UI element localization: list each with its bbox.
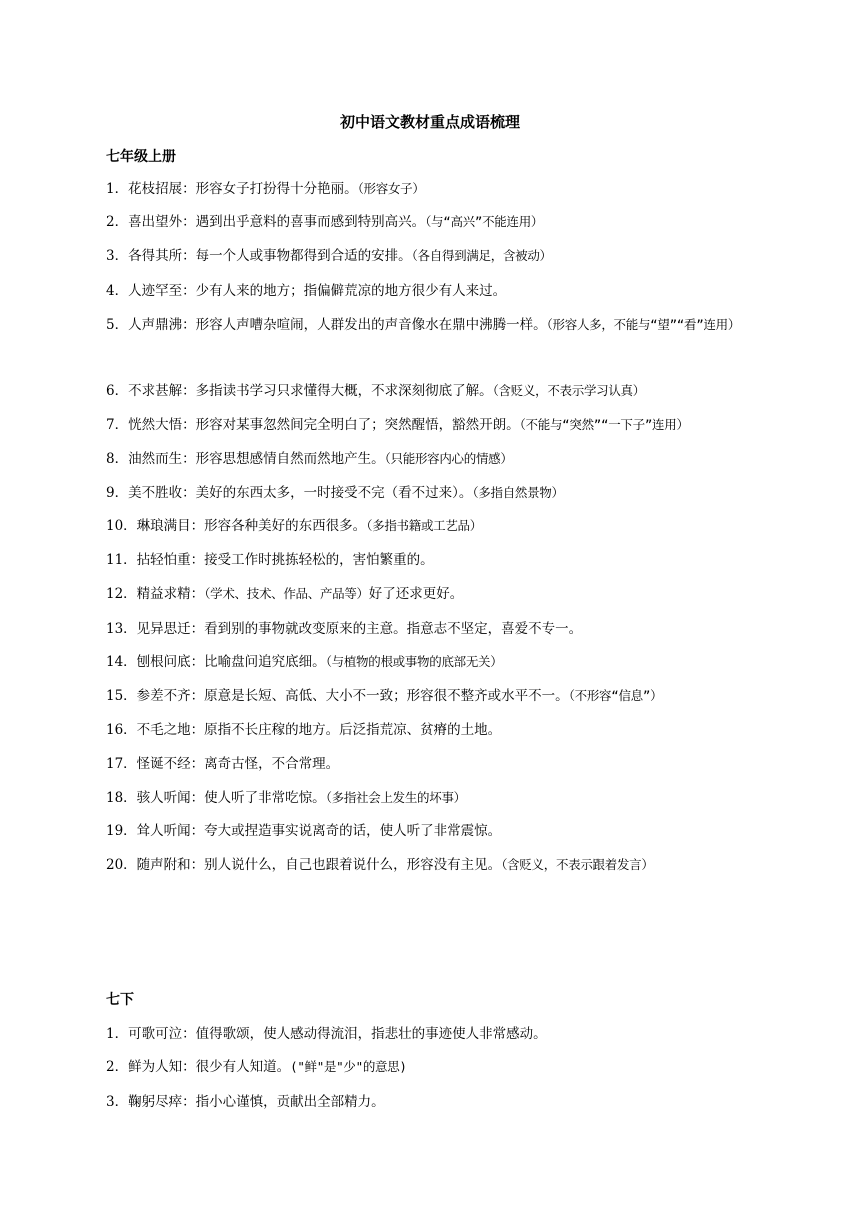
idiom-note: （多指自然景物） — [472, 485, 564, 500]
section-heading-grade7-lower: 七下 — [106, 992, 134, 1008]
idiom-note: （不形容“信息”） — [568, 688, 663, 703]
idiom-note: （不能与“突然”“一下子”连用） — [519, 417, 689, 432]
idiom-item — [106, 619, 796, 639]
idiom-text: 2．鲜为人知：很少有人知道。 — [106, 1059, 291, 1075]
idiom-item — [106, 1092, 796, 1112]
idiom-text: 18．骇人听闻：使人听了非常吃惊。 — [106, 790, 326, 806]
idiom-item — [106, 788, 796, 808]
idiom-text: 3．各得其所：每一个人或事物都得到合适的安排。 — [106, 248, 412, 264]
idiom-note: ("鲜"是"少"的意思) — [290, 1059, 407, 1074]
idiom-text: 5．人声鼎沸：形容人声嘈杂喧闹，人群发出的声音像水在鼎中沸腾一样。 — [106, 317, 547, 333]
idiom-note: （含贬义，不表示学习认真） — [492, 383, 645, 398]
idiom-item — [106, 686, 796, 706]
idiom-item — [106, 381, 796, 401]
idiom-text: 19．耸人听闻：夸大或捏造事实说离奇的话，使人听了非常震惊。 — [106, 823, 502, 839]
idiom-item — [106, 179, 796, 199]
idiom-item — [106, 483, 796, 503]
document-title: 初中语文教材重点成语梳理 — [339, 113, 520, 131]
idiom-text-tail: 好了还求更好。 — [368, 586, 464, 602]
idiom-note: （含贬义，不表示跟着发言） — [501, 857, 654, 872]
section-heading-grade7-upper: 七年级上册 — [106, 149, 176, 165]
idiom-note: （只能形容内心的情感） — [384, 451, 513, 466]
idiom-item — [106, 584, 796, 604]
idiom-note: （与植物的根或事物的底部无关） — [325, 654, 503, 669]
idiom-item — [106, 1024, 796, 1044]
idiom-text: 3．鞠躬尽瘁：指小心谨慎，贡献出全部精力。 — [106, 1094, 385, 1110]
idiom-text: 17．怪诞不经：离奇古怪，不合常理。 — [106, 756, 340, 772]
idiom-text: 4．人迹罕至：少有人来的地方；指偏僻荒凉的地方很少有人来过。 — [106, 283, 507, 299]
idiom-item — [106, 415, 796, 435]
idiom-text: 14．刨根问底：比喻盘问追究底细。 — [106, 654, 326, 670]
idiom-item — [106, 855, 796, 875]
idiom-note: （学术、技术、作品、产品等） — [204, 586, 369, 601]
idiom-note: （形容女子） — [357, 181, 425, 196]
idiom-item — [106, 821, 796, 841]
idiom-item — [106, 449, 796, 469]
idiom-item — [106, 246, 796, 266]
idiom-item — [78, 310, 790, 340]
idiom-text: 15．参差不齐：原意是长短、高低、大小不一致；形容很不整齐或水平不一。 — [106, 688, 569, 704]
idiom-note: （各自得到满足，含被动） — [411, 248, 552, 263]
idiom-note: （多指书籍或工艺品） — [366, 518, 482, 533]
idiom-item — [106, 281, 796, 301]
idiom-note: （与“高兴”不能连用） — [425, 214, 544, 229]
idiom-item — [106, 652, 796, 672]
idiom-text: 10．琳琅满目：形容各种美好的东西很多。 — [106, 518, 367, 534]
idiom-item — [106, 720, 796, 740]
idiom-item — [106, 212, 796, 232]
idiom-text: 8．油然而生：形容思想感情自然而然地产生。 — [106, 451, 385, 467]
idiom-text: 7．恍然大悟：形容对某事忽然间完全明白了；突然醒悟，豁然开朗。 — [106, 417, 520, 433]
idiom-item — [106, 516, 796, 536]
idiom-text: 9．美不胜收：美好的东西太多，一时接受不完（看不过来）。 — [106, 485, 473, 501]
idiom-text: 2．喜出望外：遇到出乎意料的喜事而感到特别高兴。 — [106, 214, 426, 230]
idiom-note: （多指社会上发生的坏事） — [325, 790, 466, 805]
idiom-item — [106, 1057, 796, 1077]
idiom-text: 11．拈轻怕重：接受工作时挑拣轻松的，害怕繁重的。 — [106, 552, 434, 568]
idiom-text: 13．见异思迁：看到别的事物就改变原来的主意。指意志不坚定，喜爱不专一。 — [106, 621, 583, 637]
idiom-text: 1．花枝招展：形容女子打扮得十分艳丽。 — [106, 181, 358, 197]
idiom-text: 20．随声附和：别人说什么，自己也跟着说什么，形容没有主见。 — [106, 857, 502, 873]
idiom-note: （形容人多，不能与“望”“看”连用） — [546, 317, 741, 332]
idiom-text: 6．不求甚解：多指读书学习只求懂得大概，不求深刻彻底了解。 — [106, 383, 493, 399]
idiom-text: 1．可歌可泣：值得歌颂，使人感动得流泪，指悲壮的事迹使人非常感动。 — [106, 1026, 547, 1042]
idiom-item — [106, 754, 796, 774]
idiom-item — [106, 550, 796, 570]
idiom-text: 16．不毛之地：原指不长庄稼的地方。后泛指荒凉、贫瘠的土地。 — [106, 722, 502, 738]
idiom-text: 12．精益求精： — [106, 586, 205, 602]
